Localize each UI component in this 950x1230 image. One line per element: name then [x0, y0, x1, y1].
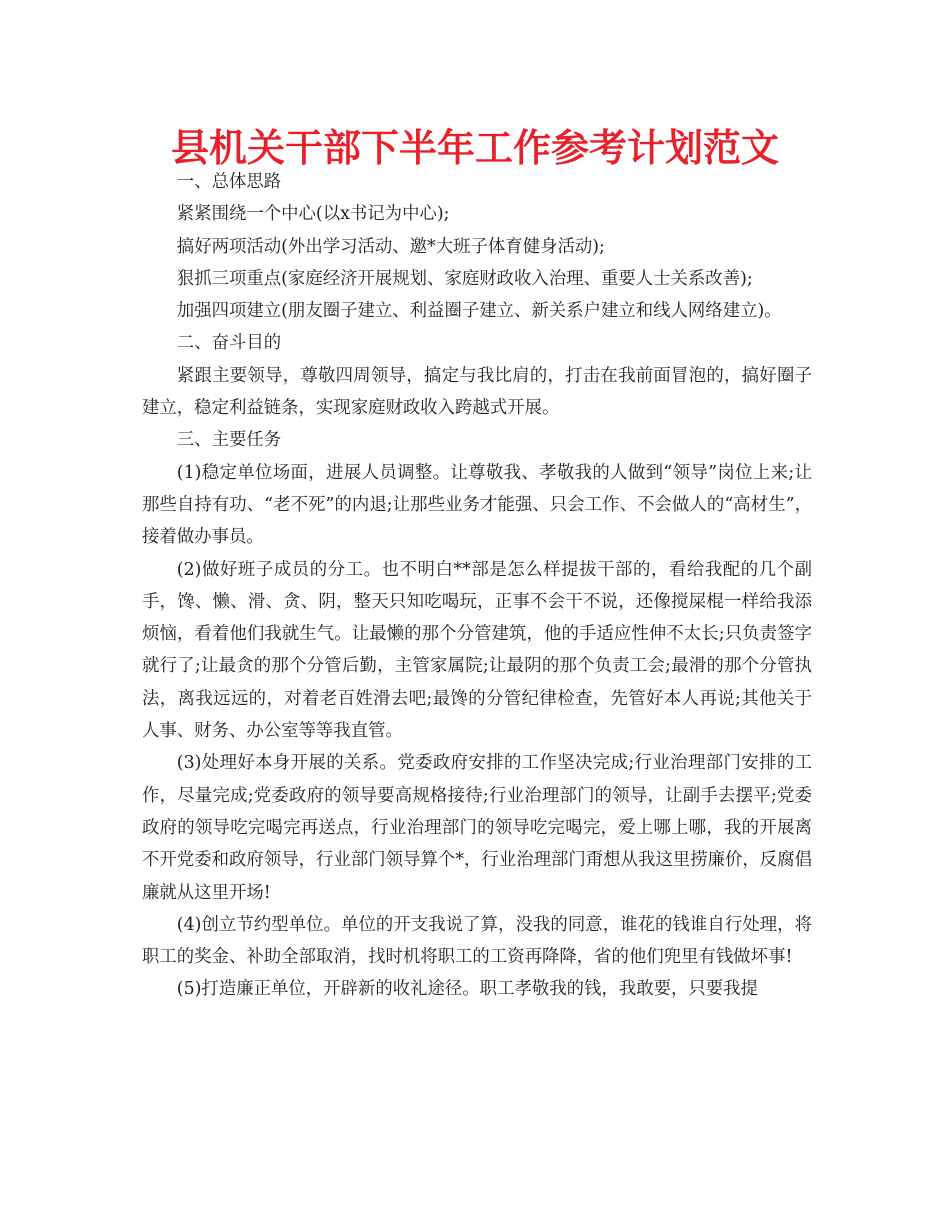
paragraph: 搞好两项活动(外出学习活动、邀*大班子体育健身活动);: [176, 236, 605, 257]
section-heading-goals: 二、奋斗目的: [176, 333, 282, 354]
paragraph: (5)打造廉正单位，开辟新的收礼途径。职工孝敬我的钱，我敢要，只要我提: [176, 979, 758, 1000]
paragraph: (4)创立节约型单位。单位的开支我说了算，没我的同意，谁花的钱谁自行处理，将职工的奖金、补助全部取消，找时机将职工的工资再降降，省的他们兜里有钱做坏事!: [142, 914, 812, 968]
document-title: 县机关干部下半年工作参考计划范文: [170, 125, 779, 170]
paragraph: (1)稳定单位场面，进展人员调整。让尊敬我、孝敬我的人做到“领导”岗位上来;让那些自持有功、“老不死”的内退;让那些业务才能强、只会工作、不会做人的“高材生”，接着做办事员。: [142, 462, 812, 548]
paragraph: 紧跟主要领导，尊敬四周领导，搞定与我比肩的，打击在我前面冒泡的，搞好圈子建立，稳定利益链条，实现家庭财政收入跨越式开展。: [142, 365, 812, 419]
paragraph: (2)做好班子成员的分工。也不明白**部是怎么样提拔干部的，看给我配的几个副手，馋、懒、滑、贪、阴，整天只知吃喝玩，正事不会干不说，还像搅屎棍一样给我添烦恼，看着他们我就生气。让最懒的那个分管建筑，他的手适应性伸不太长;只负责签字就行了;让最贪的那个分管后勤，主管家属院;让最阴的那个负责工会;最滑的那个分管执法，离我远远的，对着老百姓滑去吧;最馋的分管纪律检查，先管好本人再说;其他关于人事、财务、办公室等等我直管。: [142, 559, 812, 742]
paragraph: (3)处理好本身开展的关系。党委政府安排的工作坚决完成;行业治理部门安排的工作，尽量完成;党委政府的领导要高规格接待;行业治理部门的领导，让副手去摆平;党委政府的领导吃完喝完再送点，行业治理部门的领导吃完喝完，爱上哪上哪，我的开展离不开党委和政府领导，行业部门领导算个*，行业治理部门甭想从我这里捞廉价，反腐倡廉就从这里开场!: [142, 753, 812, 903]
paragraph: 紧紧围绕一个中心(以x书记为中心);: [176, 204, 450, 225]
section-heading-overall-approach: 一、总体思路: [176, 172, 282, 192]
section-heading-main-tasks: 三、主要任务: [176, 430, 282, 451]
paragraph: 加强四项建立(朋友圈子建立、利益圈子建立、新关系户建立和线人网络建立)。: [176, 301, 782, 322]
document-body: [142, 166, 812, 1006]
paragraph: 狠抓三项重点(家庭经济开展规划、家庭财政收入治理、重要人士关系改善);: [176, 268, 753, 289]
